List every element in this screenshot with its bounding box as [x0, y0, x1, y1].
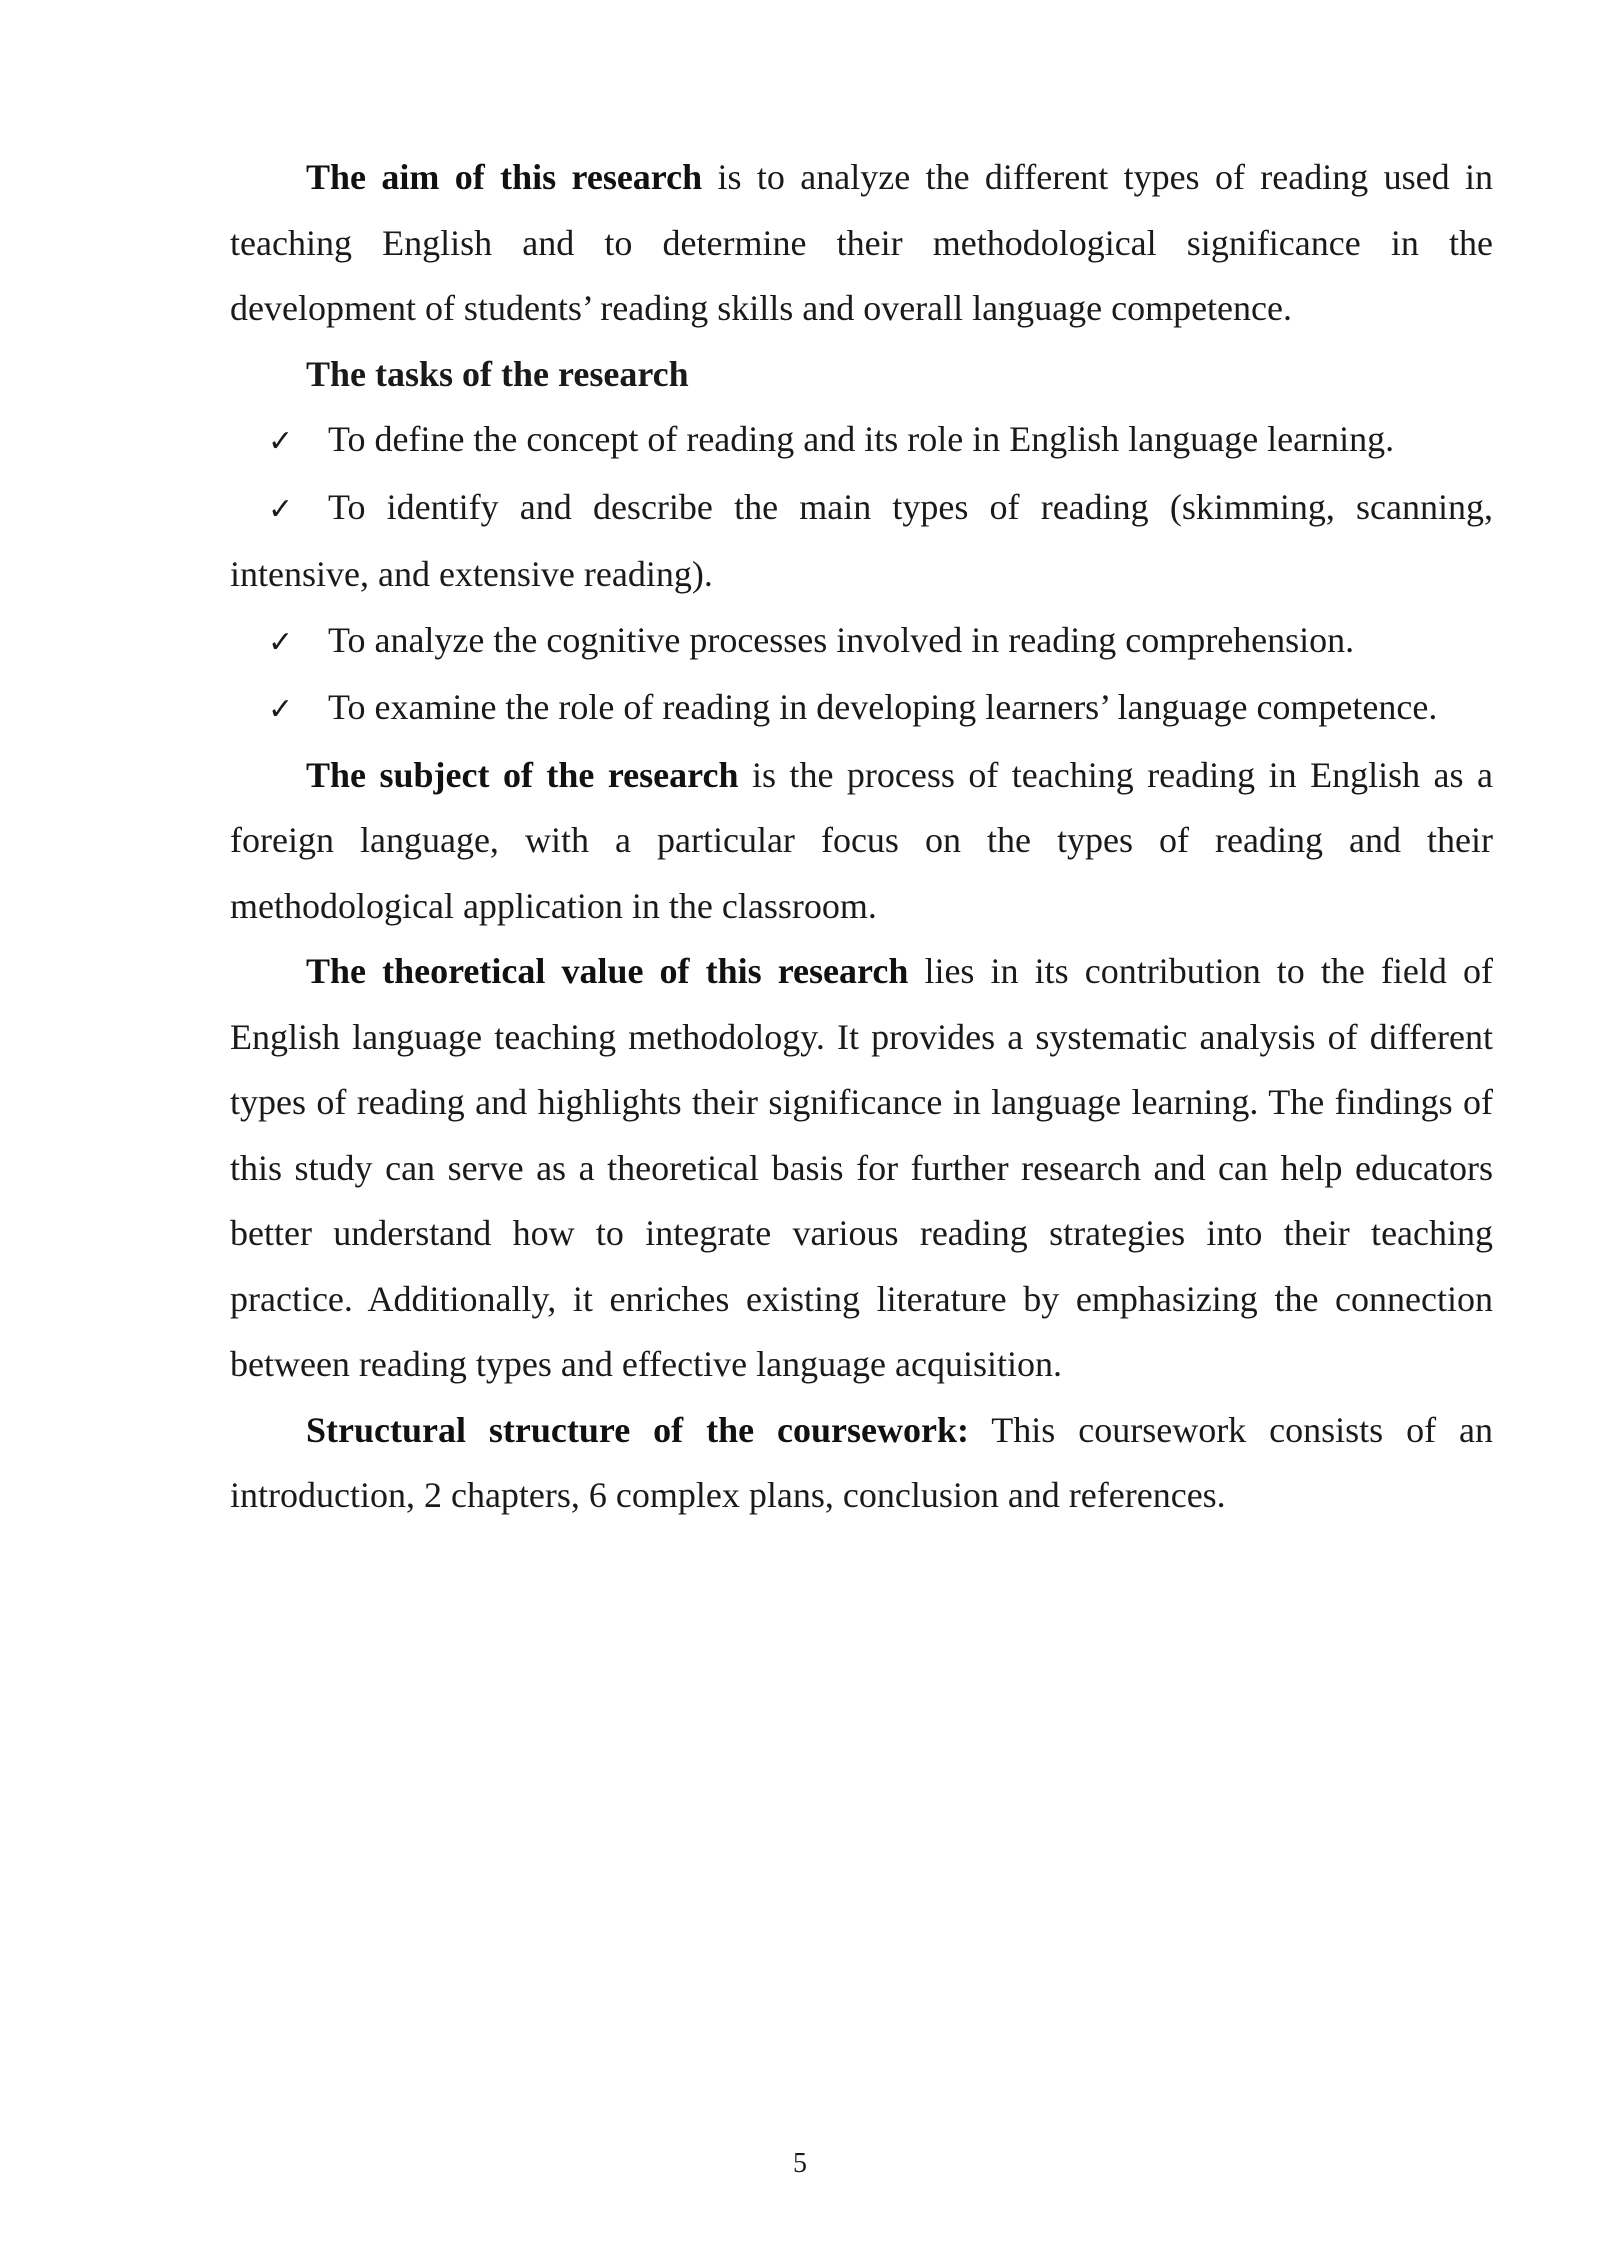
subject-text: is the process of teaching reading in English as a foreign language, with a particular focus on the types of reading and their methodological application in the classroom. [230, 754, 1493, 926]
checkmark-icon: ✓ [268, 491, 294, 527]
aim-label: The aim of this research [306, 157, 703, 197]
structure-text: This coursework consists of an introduction, 2 chapters, 6 complex plans, conclusion and references. [230, 1409, 1494, 1515]
theoretical-value-paragraph [230, 939, 1493, 1398]
task-text: To identify and describe the main types of reading (skimming, scanning, intensive, and extensive reading). [230, 486, 1493, 594]
task-item [230, 407, 1493, 475]
theoretical-value-text: lies in its contribution to the field of English language teaching methodology. It provides a systematic analysis of different types of reading and highlights their significance in language learning. The findings of this study can serve as a theoretical basis for further research and can help educators better understand how to integrate various reading strategies into their teaching practice. Additionally, it enriches existing literature by emphasizing the connection between reading types and effective language acquisition. [230, 951, 1493, 1384]
aim-paragraph [230, 145, 1493, 342]
task-text: To analyze the cognitive processes involved in reading comprehension. [328, 619, 1355, 660]
subject-label: The subject of the research [306, 754, 739, 795]
structure-label: Structural structure of the coursework: [306, 1409, 969, 1450]
subject-paragraph [230, 743, 1493, 940]
checkmark-icon: ✓ [268, 624, 294, 660]
task-item [230, 608, 1493, 676]
task-item [230, 675, 1493, 743]
task-text: To define the concept of reading and its role in English language learning. [328, 419, 1395, 459]
task-text: To examine the role of reading in developing learners’ language competence. [328, 687, 1438, 727]
task-item [230, 475, 1493, 608]
structure-paragraph [230, 1398, 1493, 1529]
theoretical-value-label: The theoretical value of this research [306, 951, 909, 991]
checkmark-icon: ✓ [268, 692, 294, 727]
checkmark-icon: ✓ [268, 424, 294, 459]
tasks-heading: The tasks of the research [306, 353, 689, 394]
aim-text: is to analyze the different types of reading used in teaching English and to determine their methodological significance in the development of students’ reading skills and overall language competence. [230, 157, 1493, 328]
page-content [230, 145, 1493, 1529]
page-number: 5 [793, 2148, 807, 2179]
